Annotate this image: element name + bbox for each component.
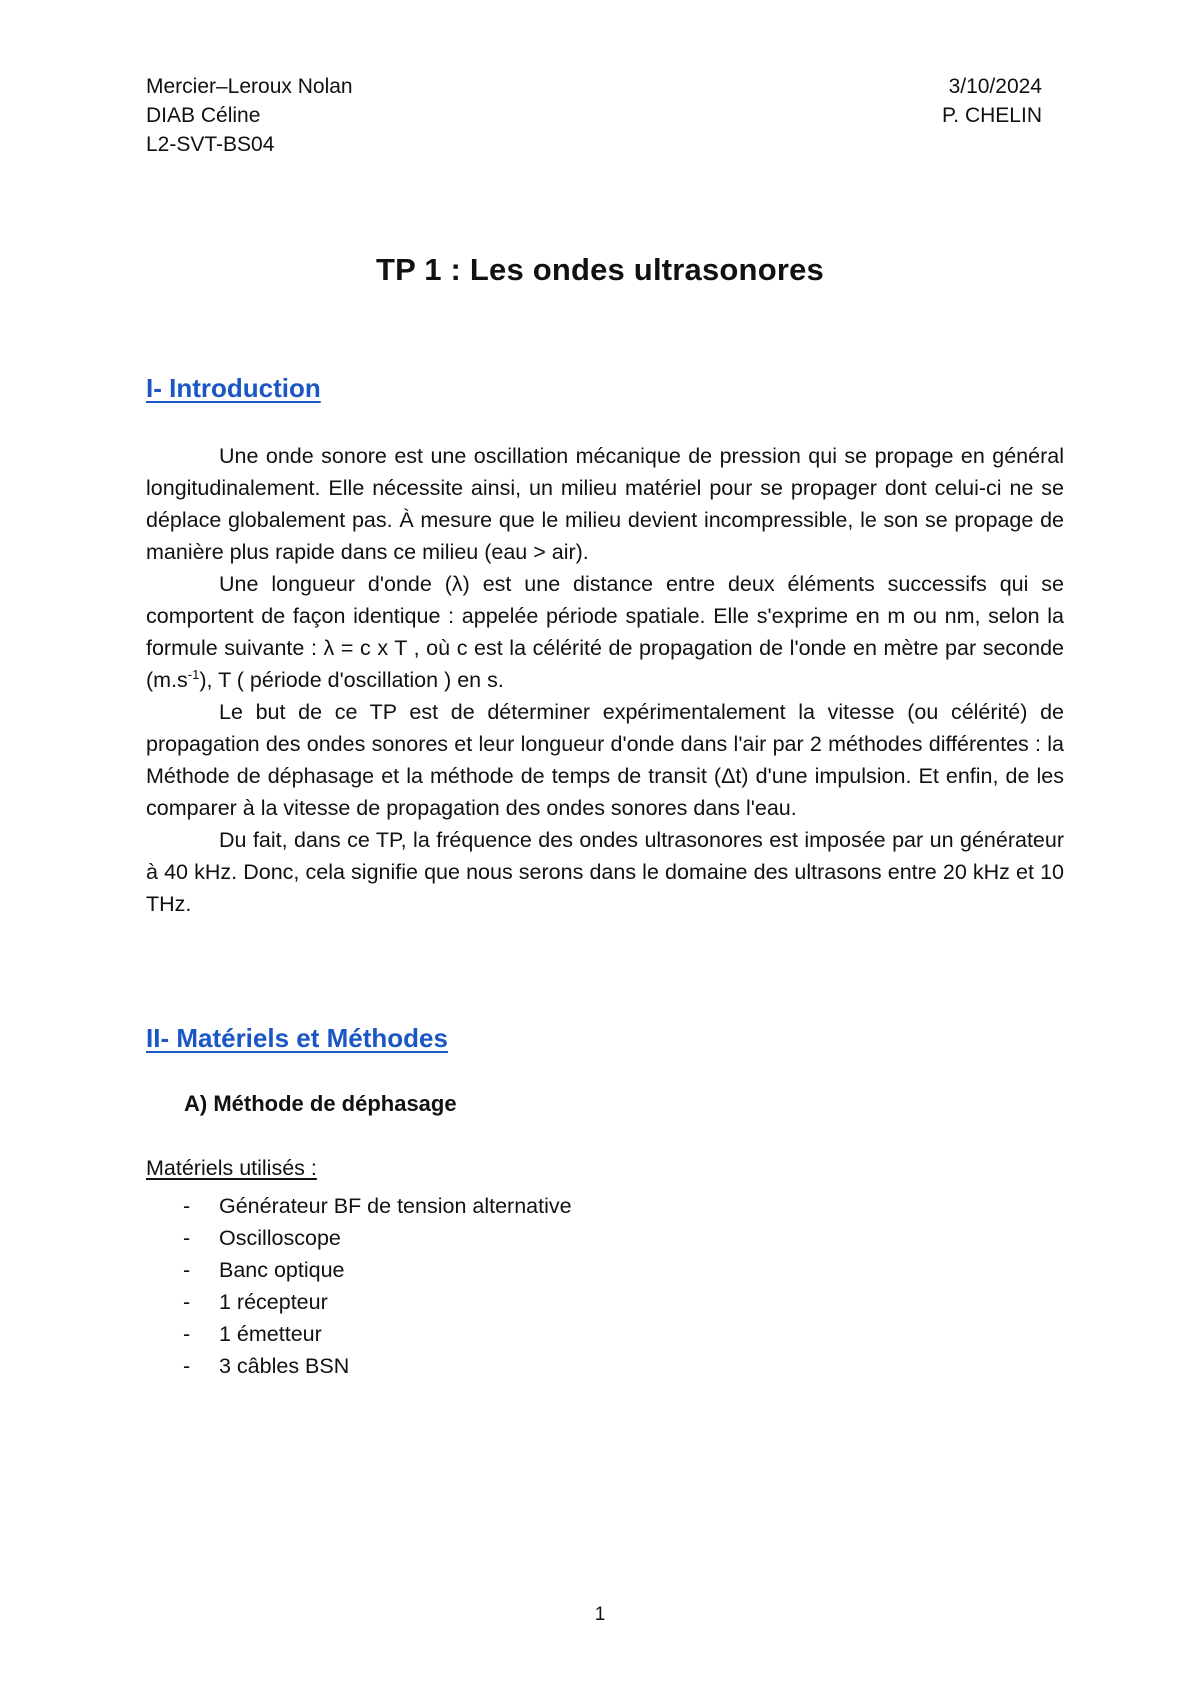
list-item xyxy=(146,1350,572,1382)
list-dash: - xyxy=(183,1258,191,1282)
list-item-text: Oscilloscope xyxy=(219,1226,341,1250)
intro-paragraph-2-text: Une longueur d'onde (λ) est une distance entre deux éléments successifs qui se comportent de façon identique : appelée période spatiale. Elle s'exprime en m ou nm, selon la formule suivante : λ = c x T , où c est la célérité de propagation de l'onde en mètre par seconde (m.s xyxy=(146,572,1064,692)
teacher: P. CHELIN xyxy=(942,104,1042,127)
list-dash: - xyxy=(183,1226,191,1250)
section-heading-introduction: I- Introduction xyxy=(146,373,321,403)
materials-list xyxy=(146,1190,572,1382)
list-dash: - xyxy=(183,1354,191,1378)
page-title: TP 1 : Les ondes ultrasonores xyxy=(376,252,824,287)
subsection-heading-phase-shift: A) Méthode de déphasage xyxy=(184,1091,457,1116)
list-dash: - xyxy=(183,1194,191,1218)
introduction-body xyxy=(146,440,1064,920)
intro-paragraph-1: Une onde sonore est une oscillation mécanique de pression qui se propage en général longitudinalement. Elle nécessite ainsi, un milieu matériel pour se propager dont celui-ci ne se déplace globalement pas. À mesure que le milieu devient incompressible, le son se propage de manière plus rapide dans ce milieu (eau > air). xyxy=(146,444,1064,564)
list-item xyxy=(146,1222,572,1254)
header-left xyxy=(146,72,353,159)
intro-paragraph-4: Du fait, dans ce TP, la fréquence des ondes ultrasonores est imposée par un générateur à 40 kHz. Donc, cela signifie que nous serons dans le domaine des ultrasons entre 20 kHz et 10 THz. xyxy=(146,828,1064,916)
list-item xyxy=(146,1254,572,1286)
list-item xyxy=(146,1286,572,1318)
list-item-text: 1 récepteur xyxy=(219,1290,328,1314)
list-item xyxy=(146,1190,572,1222)
date: 3/10/2024 xyxy=(948,75,1042,98)
page-number: 1 xyxy=(594,1604,606,1625)
intro-paragraph-2-end: ), T ( période d'oscillation ) en s. xyxy=(199,668,504,692)
list-item xyxy=(146,1318,572,1350)
list-dash: - xyxy=(183,1322,191,1346)
author-1: Mercier–Leroux Nolan xyxy=(146,75,353,98)
section-heading-materials-methods: II- Matériels et Méthodes xyxy=(146,1023,448,1053)
list-item-text: 3 câbles BSN xyxy=(219,1354,350,1378)
header-right xyxy=(942,72,1042,130)
unit-exponent: -1 xyxy=(187,666,200,682)
class-group: L2-SVT-BS04 xyxy=(146,133,275,156)
author-2: DIAB Céline xyxy=(146,104,261,127)
list-item-text: 1 émetteur xyxy=(219,1322,322,1346)
list-dash: - xyxy=(183,1290,191,1314)
list-item-text: Générateur BF de tension alternative xyxy=(219,1194,572,1218)
intro-paragraph-2 xyxy=(146,568,1064,696)
list-item-text: Banc optique xyxy=(219,1258,345,1282)
materials-label: Matériels utilisés : xyxy=(146,1156,317,1180)
intro-paragraph-3: Le but de ce TP est de déterminer expérimentalement la vitesse (ou célérité) de propagation des ondes sonores et leur longueur d'onde dans l'air par 2 méthodes différentes : la Méthode de déphasage et la méthode de temps de transit (Δt) d'une impulsion. Et enfin, de les comparer à la vitesse de propagation des ondes sonores dans l'eau. xyxy=(146,700,1064,820)
